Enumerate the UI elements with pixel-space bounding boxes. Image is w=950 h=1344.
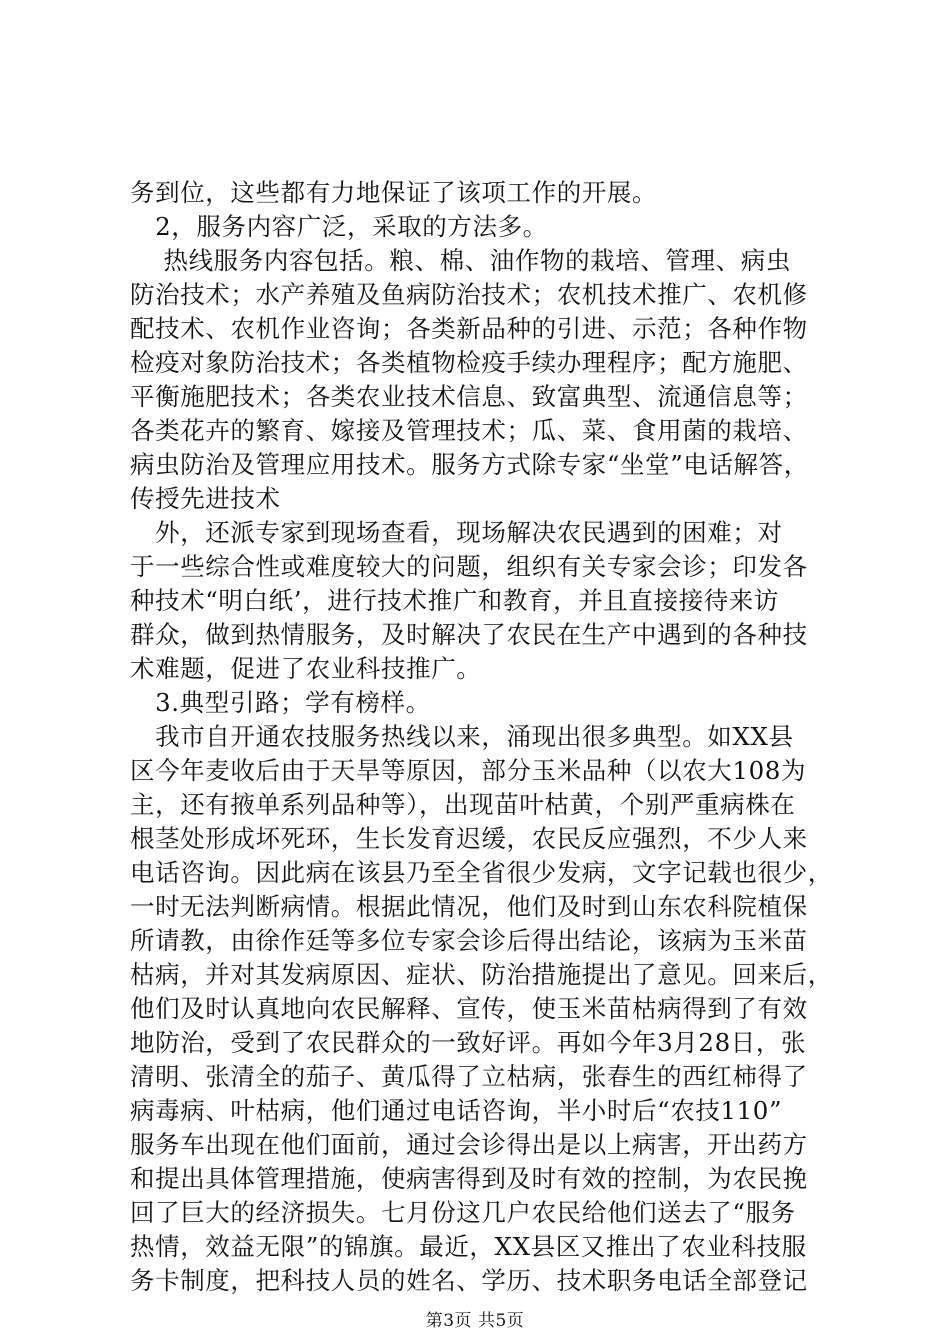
text-line: 热线服务内容包括。粮、棉、油作物的栽培、管理、病虫	[130, 246, 791, 275]
text-line: 2，服务内容广泛，采取的方法多。	[130, 212, 548, 241]
text-line: 我市自开通农技服务热线以来，涌现出很多典型。如XX县	[130, 722, 794, 751]
text-line: 各类花卉的繁育、嫁接及管理技术；瓜、菜、食用菌的栽培、	[130, 416, 808, 445]
text-line: 检疫对象防治技术；各类植物检疫手续办理程序；配方施肥、	[130, 348, 808, 377]
text-line: 传授先进技术	[130, 484, 281, 513]
text-line: 种技术“明白纸’，进行技术推广和教育，并且直接接待来访	[130, 586, 780, 615]
text-line: 外，还派专家到现场查看，现场解决农民遇到的困难；对	[130, 518, 783, 547]
text-line: 服务车出现在他们面前，通过会诊得出是以上病害，开出药方	[130, 1130, 808, 1159]
text-line: 地防治，受到了农民群众的一致好评。再如今年3月28日，张	[130, 1028, 807, 1057]
text-line: 配技术、农机作业咨询；各类新品种的引进、示范；各种作物	[130, 314, 808, 343]
text-line: 清明、张清全的茄子、黄瓜得了立枯病，张春生的西红柿得了	[130, 1062, 808, 1091]
text-line: 根茎处形成坏死环，生长发育迟缓，农民反应强烈，不少人来	[130, 824, 808, 853]
text-line: 主，还有掖单系列品种等），出现苗叶枯黄，个别严重病株在	[130, 790, 796, 819]
text-line: 病毒病、叶枯病，他们通过电话咨询，半小时后“农技110”	[130, 1096, 783, 1125]
text-line: 所请教，由徐作廷等多位专家会诊后得出结论，该病为玉米苗	[130, 926, 808, 955]
text-line: 群众，做到热情服务，及时解决了农民在生产中遇到的各种技	[130, 620, 808, 649]
text-line: 一时无法判断病情。根据此情况，他们及时到山东农科院植保	[130, 892, 808, 921]
page-number-footer: 第3页 共5页	[425, 1311, 525, 1331]
text-line: 热情，效益无限”的锦旗。最近，XX县区又推出了农业科技服	[130, 1232, 807, 1261]
text-line: 区今年麦收后由于天旱等原因，部分玉米品种（以农大108为	[130, 756, 807, 785]
text-line: 于一些综合性或难度较大的问题，组织有关专家会诊；印发各	[130, 552, 808, 581]
text-line: 和提出具体管理措施，使病害得到及时有效的控制，为农民挽	[130, 1164, 808, 1193]
text-line: 平衡施肥技术；各类农业技术信息、致富典型、流通信息等；	[130, 382, 808, 411]
text-line: 3.典型引路；学有榜样。	[130, 688, 431, 717]
text-line: 务卡制度，把科技人员的姓名、学历、技术职务电话全部登记	[130, 1266, 808, 1295]
text-line: 枯病，并对其发病原因、症状、防治措施提出了意见。回来后，	[130, 960, 833, 989]
text-line: 术难题，促进了农业科技推广。	[130, 654, 482, 683]
text-line: 回了巨大的经济损失。七月份这几户农民给他们送去了“服务	[130, 1198, 796, 1227]
text-line: 务到位，这些都有力地保证了该项工作的开展。	[130, 178, 658, 207]
text-line: 电话咨询。因此病在该县乃至全省很少发病，文字记载也很少，	[130, 858, 833, 887]
text-line: 病虫防治及管理应用技术。服务方式除专家“坐堂”电话解答，	[130, 450, 809, 479]
text-line: 防治技术；水产养殖及鱼病防治技术；农机技术推广、农机修	[130, 280, 808, 309]
text-line: 他们及时认真地向农民解释、宣传，使玉米苗枯病得到了有效	[130, 994, 808, 1023]
